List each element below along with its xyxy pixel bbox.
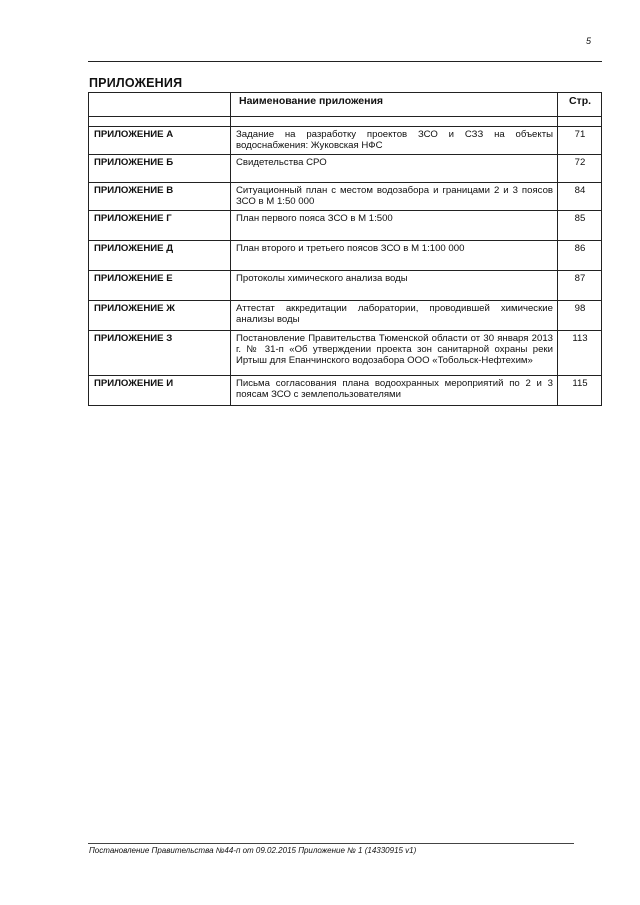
appendix-name: ПРИЛОЖЕНИЕ Е [89, 271, 231, 301]
appendix-name: ПРИЛОЖЕНИЕ И [89, 376, 231, 406]
table-row [89, 183, 602, 211]
table-row [89, 155, 602, 183]
table-row [89, 301, 602, 331]
appendix-description: Постановление Правительства Тюменской области от 30 января 2013 г. № 31-п «Об утверждении проекта зон санитарной охраны реки Иртыш для Епанчинского водозабора ООО «Тобольск-Нефтехим» [231, 331, 558, 376]
footer-rule [88, 843, 574, 844]
appendix-page: 113 [558, 331, 602, 376]
appendix-description: Свидетельства СРО [231, 155, 558, 183]
appendix-page: 72 [558, 155, 602, 183]
header-cell-title: Наименование приложения [231, 93, 558, 117]
table-gap-row [89, 117, 602, 127]
appendix-description: Протоколы химического анализа воды [231, 271, 558, 301]
appendix-page: 87 [558, 271, 602, 301]
header-cell-page: Стр. [558, 93, 602, 117]
table-row [89, 376, 602, 406]
header-rule [88, 61, 602, 62]
appendix-name: ПРИЛОЖЕНИЕ Г [89, 211, 231, 241]
footer-text: Постановление Правительства №44-п от 09.02.2015 Приложение № 1 (14330915 v1) [89, 846, 417, 855]
appendix-description: План первого пояса ЗСО в М 1:500 [231, 211, 558, 241]
appendix-description: Задание на разработку проектов ЗСО и СЗЗ на объекты водоснабжения: Жуковская НФС [231, 127, 558, 155]
appendix-name: ПРИЛОЖЕНИЕ В [89, 183, 231, 211]
appendix-page: 115 [558, 376, 602, 406]
table-row [89, 211, 602, 241]
appendix-description: Аттестат аккредитации лаборатории, проводившей химические анализы воды [231, 301, 558, 331]
appendix-page: 84 [558, 183, 602, 211]
appendix-description: Ситуационный план с местом водозабора и границами 2 и 3 поясов ЗСО в М 1:50 000 [231, 183, 558, 211]
appendix-description: План второго и третьего поясов ЗСО в М 1:100 000 [231, 241, 558, 271]
appendix-name: ПРИЛОЖЕНИЕ Д [89, 241, 231, 271]
page-number: 5 [586, 36, 592, 46]
appendix-description: Письма согласования плана водоохранных мероприятий по 2 и 3 поясам ЗСО с землепользователями [231, 376, 558, 406]
table-row [89, 127, 602, 155]
appendix-page: 98 [558, 301, 602, 331]
table-row [89, 331, 602, 376]
appendix-table [88, 92, 602, 406]
appendix-name: ПРИЛОЖЕНИЕ Б [89, 155, 231, 183]
table-row [89, 271, 602, 301]
header-cell-name [89, 93, 231, 117]
appendix-page: 85 [558, 211, 602, 241]
table-header-row [89, 93, 602, 117]
appendix-name: ПРИЛОЖЕНИЕ А [89, 127, 231, 155]
appendix-page: 71 [558, 127, 602, 155]
table-row [89, 241, 602, 271]
appendix-name: ПРИЛОЖЕНИЕ Ж [89, 301, 231, 331]
appendix-page: 86 [558, 241, 602, 271]
section-title: ПРИЛОЖЕНИЯ [89, 76, 183, 90]
appendix-name: ПРИЛОЖЕНИЕ З [89, 331, 231, 376]
